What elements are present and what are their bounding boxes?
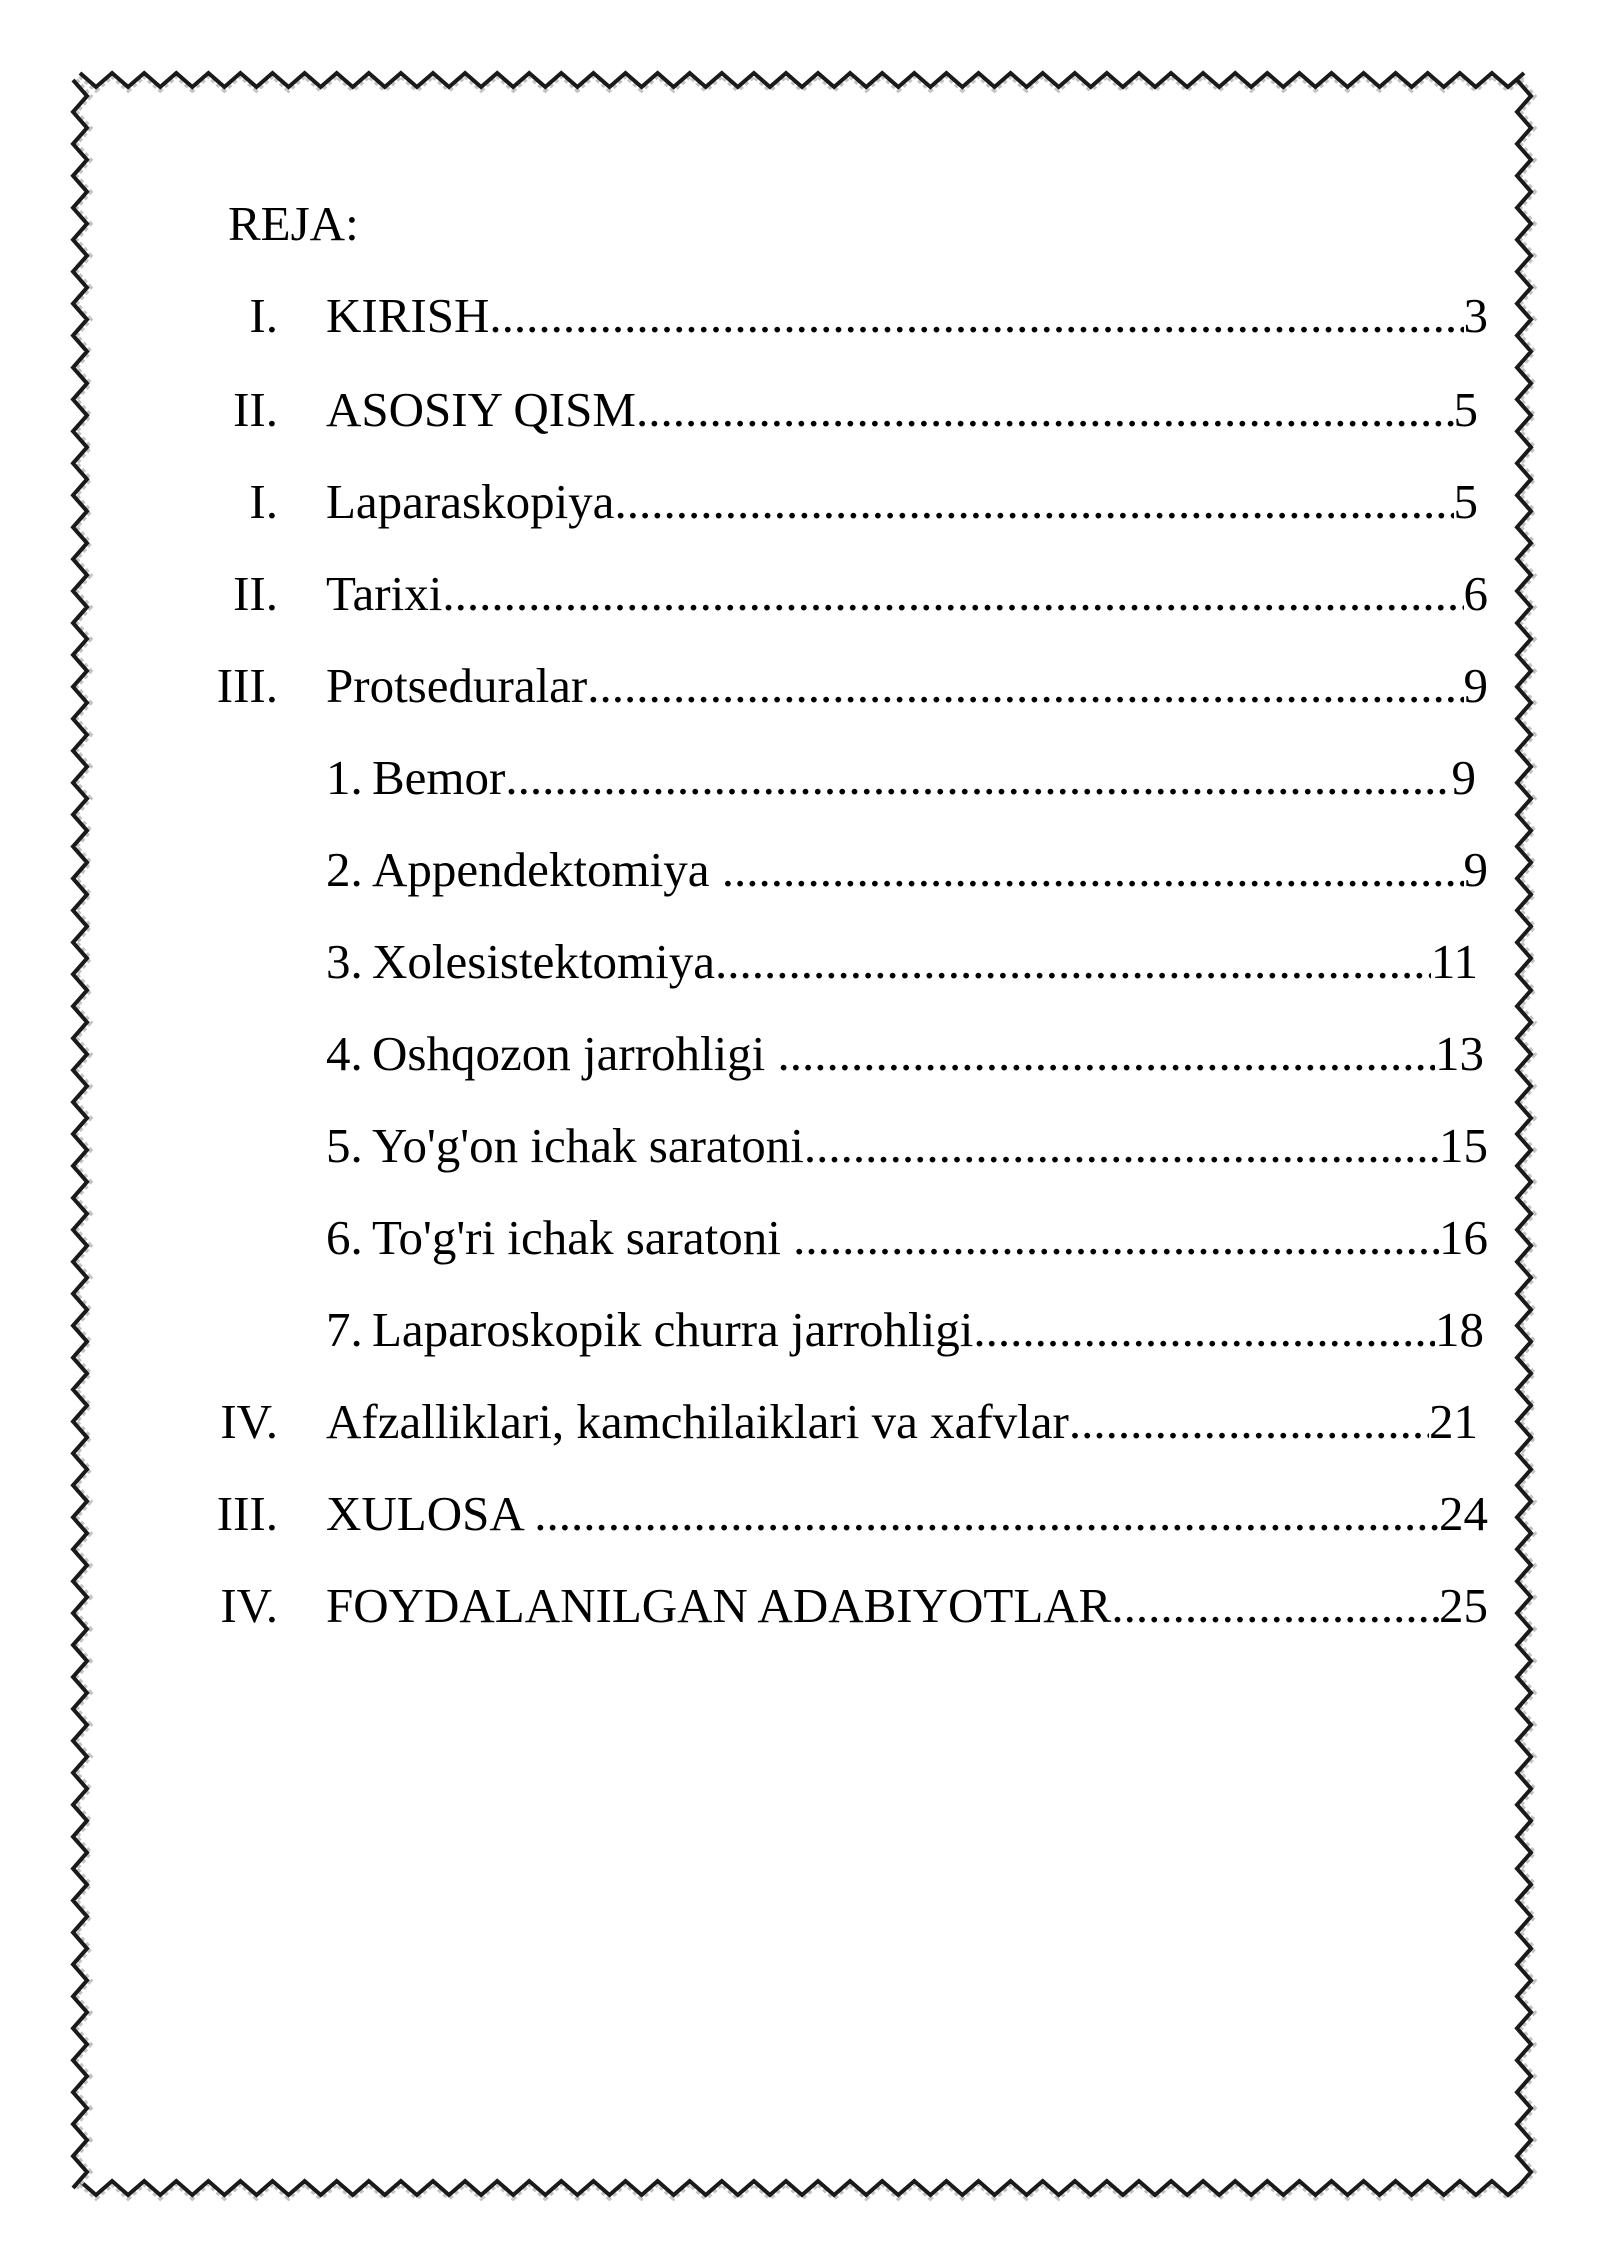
toc-row-label: Laparaskopiya — [326, 474, 615, 529]
toc-row-label: ASOSIY QISM — [326, 382, 636, 437]
toc-row-page-number: 11 — [1430, 934, 1478, 989]
plan-heading: REJA: — [228, 196, 359, 251]
toc-subrow-number: 3. — [326, 934, 363, 989]
toc-row-label: Laparoskopik churra jarrohligi — [372, 1302, 974, 1357]
toc-row-label: KIRISH — [326, 288, 490, 343]
toc-subrow — [326, 1300, 1484, 1360]
toc-subrow — [326, 1116, 1488, 1176]
toc-row — [326, 564, 1488, 624]
toc-dot-leader — [804, 1116, 1439, 1176]
toc-row-numeral: II. — [233, 566, 278, 621]
toc-row-label: Bemor — [372, 750, 506, 805]
toc-row-label: XULOSA — [326, 1486, 535, 1541]
toc-row-page-number: 15 — [1439, 1118, 1488, 1173]
toc-dot-leader — [489, 286, 1463, 346]
toc-subrow-number: 5. — [326, 1118, 363, 1173]
toc-dot-leader — [614, 472, 1453, 532]
toc-row-numeral: I. — [249, 288, 278, 343]
toc-dot-leader — [587, 656, 1463, 716]
toc-row-page-number: 3 — [1463, 288, 1488, 343]
toc-dot-leader — [973, 1300, 1435, 1360]
toc-row-numeral: IV. — [220, 1394, 278, 1449]
toc-row-page-number: 18 — [1435, 1302, 1484, 1357]
toc-row-numeral: II. — [233, 382, 278, 437]
toc-row-page-number: 9 — [1463, 658, 1488, 713]
toc-subrow-number: 7. — [326, 1302, 363, 1357]
toc-row-page-number: 13 — [1435, 1026, 1484, 1081]
toc-dot-leader — [1069, 1392, 1429, 1452]
toc-row — [326, 656, 1488, 716]
toc-subrow — [326, 840, 1488, 900]
toc-row-label: To'g'ri ichak saratoni — [372, 1210, 794, 1265]
toc-row-page-number: 5 — [1453, 382, 1478, 437]
toc-dot-leader — [505, 748, 1451, 808]
toc-dot-leader — [715, 932, 1431, 992]
toc-row-page-number: 24 — [1439, 1486, 1488, 1541]
toc-row-numeral: I. — [249, 474, 278, 529]
toc-row-page-number: 21 — [1429, 1394, 1478, 1449]
toc-row-page-number: 9 — [1451, 750, 1476, 805]
toc-row-label: Appendektomiya — [372, 842, 722, 897]
toc-subrow-number: 1. — [326, 750, 363, 805]
toc-row-page-number: 6 — [1463, 566, 1488, 621]
toc-dot-leader — [1111, 1576, 1439, 1636]
toc-row-numeral: III. — [216, 1486, 278, 1541]
toc-subrow-number: 2. — [326, 842, 363, 897]
toc-subrow-number: 6. — [326, 1210, 363, 1265]
toc-row-numeral: III. — [216, 658, 278, 713]
toc-row-label: Xolesistektomiya — [372, 934, 715, 989]
toc-dot-leader — [793, 1208, 1439, 1268]
toc-dot-leader — [778, 1024, 1435, 1084]
toc-row — [326, 472, 1478, 532]
toc-subrow-number: 4. — [326, 1026, 363, 1081]
toc-dot-leader — [722, 840, 1464, 900]
toc-subrow — [326, 748, 1476, 808]
toc-row — [326, 1484, 1488, 1544]
toc-row-page-number: 25 — [1439, 1578, 1488, 1633]
toc-row — [326, 1392, 1478, 1452]
toc-row-label: Oshqozon jarrohligi — [372, 1026, 778, 1081]
toc-row-label: Tarixi — [326, 566, 443, 621]
toc-subrow — [326, 932, 1478, 992]
toc-row-page-number: 16 — [1439, 1210, 1488, 1265]
toc-row-label: Afzalliklari, kamchilaiklari va xafvlar — [326, 1394, 1069, 1449]
toc-row-page-number: 5 — [1453, 474, 1478, 529]
toc-row-page-number: 9 — [1463, 842, 1488, 897]
toc-dot-leader — [442, 564, 1463, 624]
toc-dot-leader — [636, 380, 1454, 440]
toc-row — [326, 286, 1488, 346]
toc-subrow — [326, 1208, 1488, 1268]
toc-row-label: Yo'g'on ichak saratoni — [372, 1118, 804, 1173]
toc-row-numeral: IV. — [220, 1578, 278, 1633]
toc-dot-leader — [534, 1484, 1439, 1544]
toc-row — [326, 1576, 1488, 1636]
toc-row — [326, 380, 1478, 440]
toc-row-label: Protseduralar — [326, 658, 588, 713]
toc-subrow — [326, 1024, 1484, 1084]
toc-row-label: FOYDALANILGAN ADABIYOTLAR — [326, 1578, 1112, 1633]
